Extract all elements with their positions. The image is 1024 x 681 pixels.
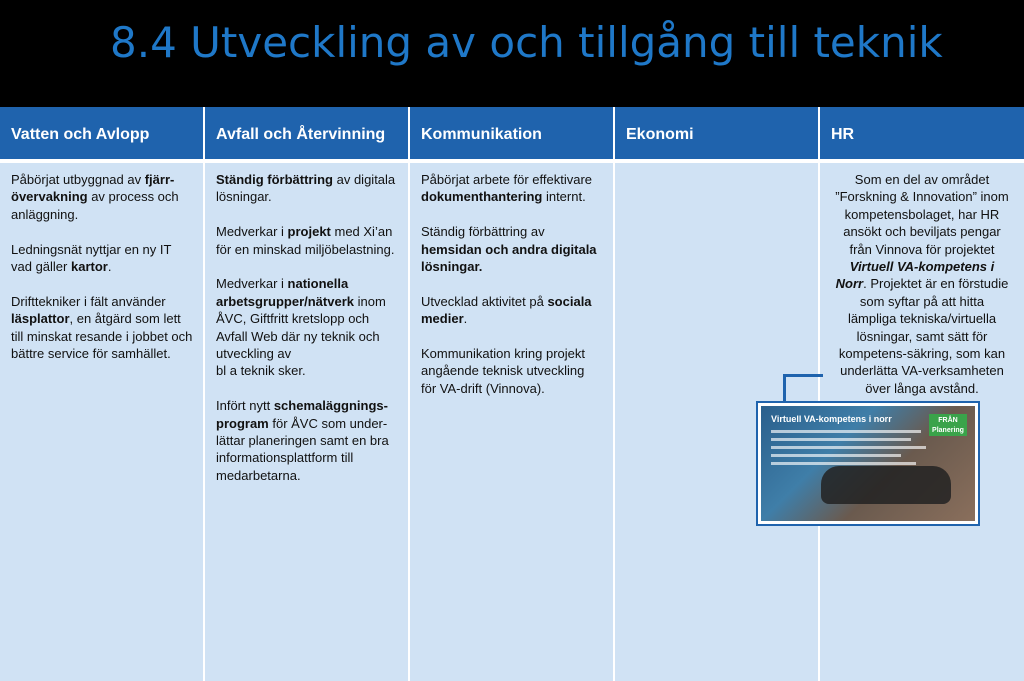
column-body bbox=[410, 163, 613, 681]
column-header: Vatten och Avlopp bbox=[0, 107, 203, 161]
column-header: HR bbox=[820, 107, 1024, 161]
paragraph: Drifttekniker i fält använder läsplattor, en åtgärd som lett till minskat resande i jobbet och bättre service för samhället. bbox=[11, 293, 193, 362]
paragraph: Infört nytt schemaläggnings-program för ÅVC som under-lättar planeringen samt en bra informationsplattform till medarbetarna. bbox=[216, 398, 389, 483]
paragraph: Utvecklad aktivitet på sociala medier. bbox=[421, 293, 592, 327]
column-vatten bbox=[0, 107, 205, 681]
column-avfall bbox=[205, 107, 410, 681]
page-title: 8.4 Utveckling av och tillgång till teknik bbox=[110, 18, 943, 67]
column-header: Ekonomi bbox=[615, 107, 818, 161]
paragraph: Kommunikation kring projekt angående teknisk utveckling för VA-drift (Vinnova). bbox=[421, 346, 586, 396]
paragraph: Ständig förbättring av hemsidan och andra digitala lösningar. bbox=[421, 224, 597, 275]
column-header: Avfall och Återvinning bbox=[205, 107, 408, 161]
paragraph: Som en del av området ”Forskning & Innovation” inom kompetensbolaget, har HR ansökt och beviljats pengar från Vinnova för projektet Virtuell VA-kompetens i Norr. Projektet är en förstudie som syftar på att hitta lämpliga tekniska/virtuella lösningar, samt sätt för kompetens-säkring, som kan underlätta VA-verksamheten över långa avstånd. bbox=[835, 172, 1009, 396]
paragraph: Medverkar i nationella arbetsgrupper/nätverk inom ÅVC, Giftfritt kretslopp och Avfall Web där ny teknik och utveckling av bl a teknik sker. bbox=[216, 276, 386, 379]
thumbnail-badge: FRÅN Planering bbox=[929, 414, 967, 436]
column-header: Kommunikation bbox=[410, 107, 613, 161]
paragraph: Påbörjat arbete för effektivare dokumenthantering internt. bbox=[421, 172, 593, 205]
column-kommunikation bbox=[410, 107, 615, 681]
column-body bbox=[0, 163, 203, 681]
title-bar bbox=[0, 0, 1024, 107]
project-thumbnail bbox=[756, 401, 980, 526]
thumbnail-title: Virtuell VA-kompetens i norr bbox=[771, 414, 892, 424]
vr-glasses-icon bbox=[821, 466, 951, 504]
thumbnail-image bbox=[761, 406, 975, 521]
column-body bbox=[205, 163, 408, 681]
paragraph: Påbörjat utbyggnad av fjärr-övervakning av process och anläggning. bbox=[11, 172, 179, 222]
paragraph: Ständig förbättring av digitala lösningar. bbox=[216, 172, 396, 205]
callout-connector bbox=[783, 374, 823, 402]
paragraph: Ledningsnät nyttjar en ny IT vad gäller kartor. bbox=[11, 241, 172, 275]
paragraph: Medverkar i projekt med Xi’an för en minskad miljöbelastning. bbox=[216, 224, 395, 257]
column-hr bbox=[820, 107, 1024, 681]
thumbnail-text-lines bbox=[771, 430, 931, 470]
content-table bbox=[0, 107, 1024, 681]
